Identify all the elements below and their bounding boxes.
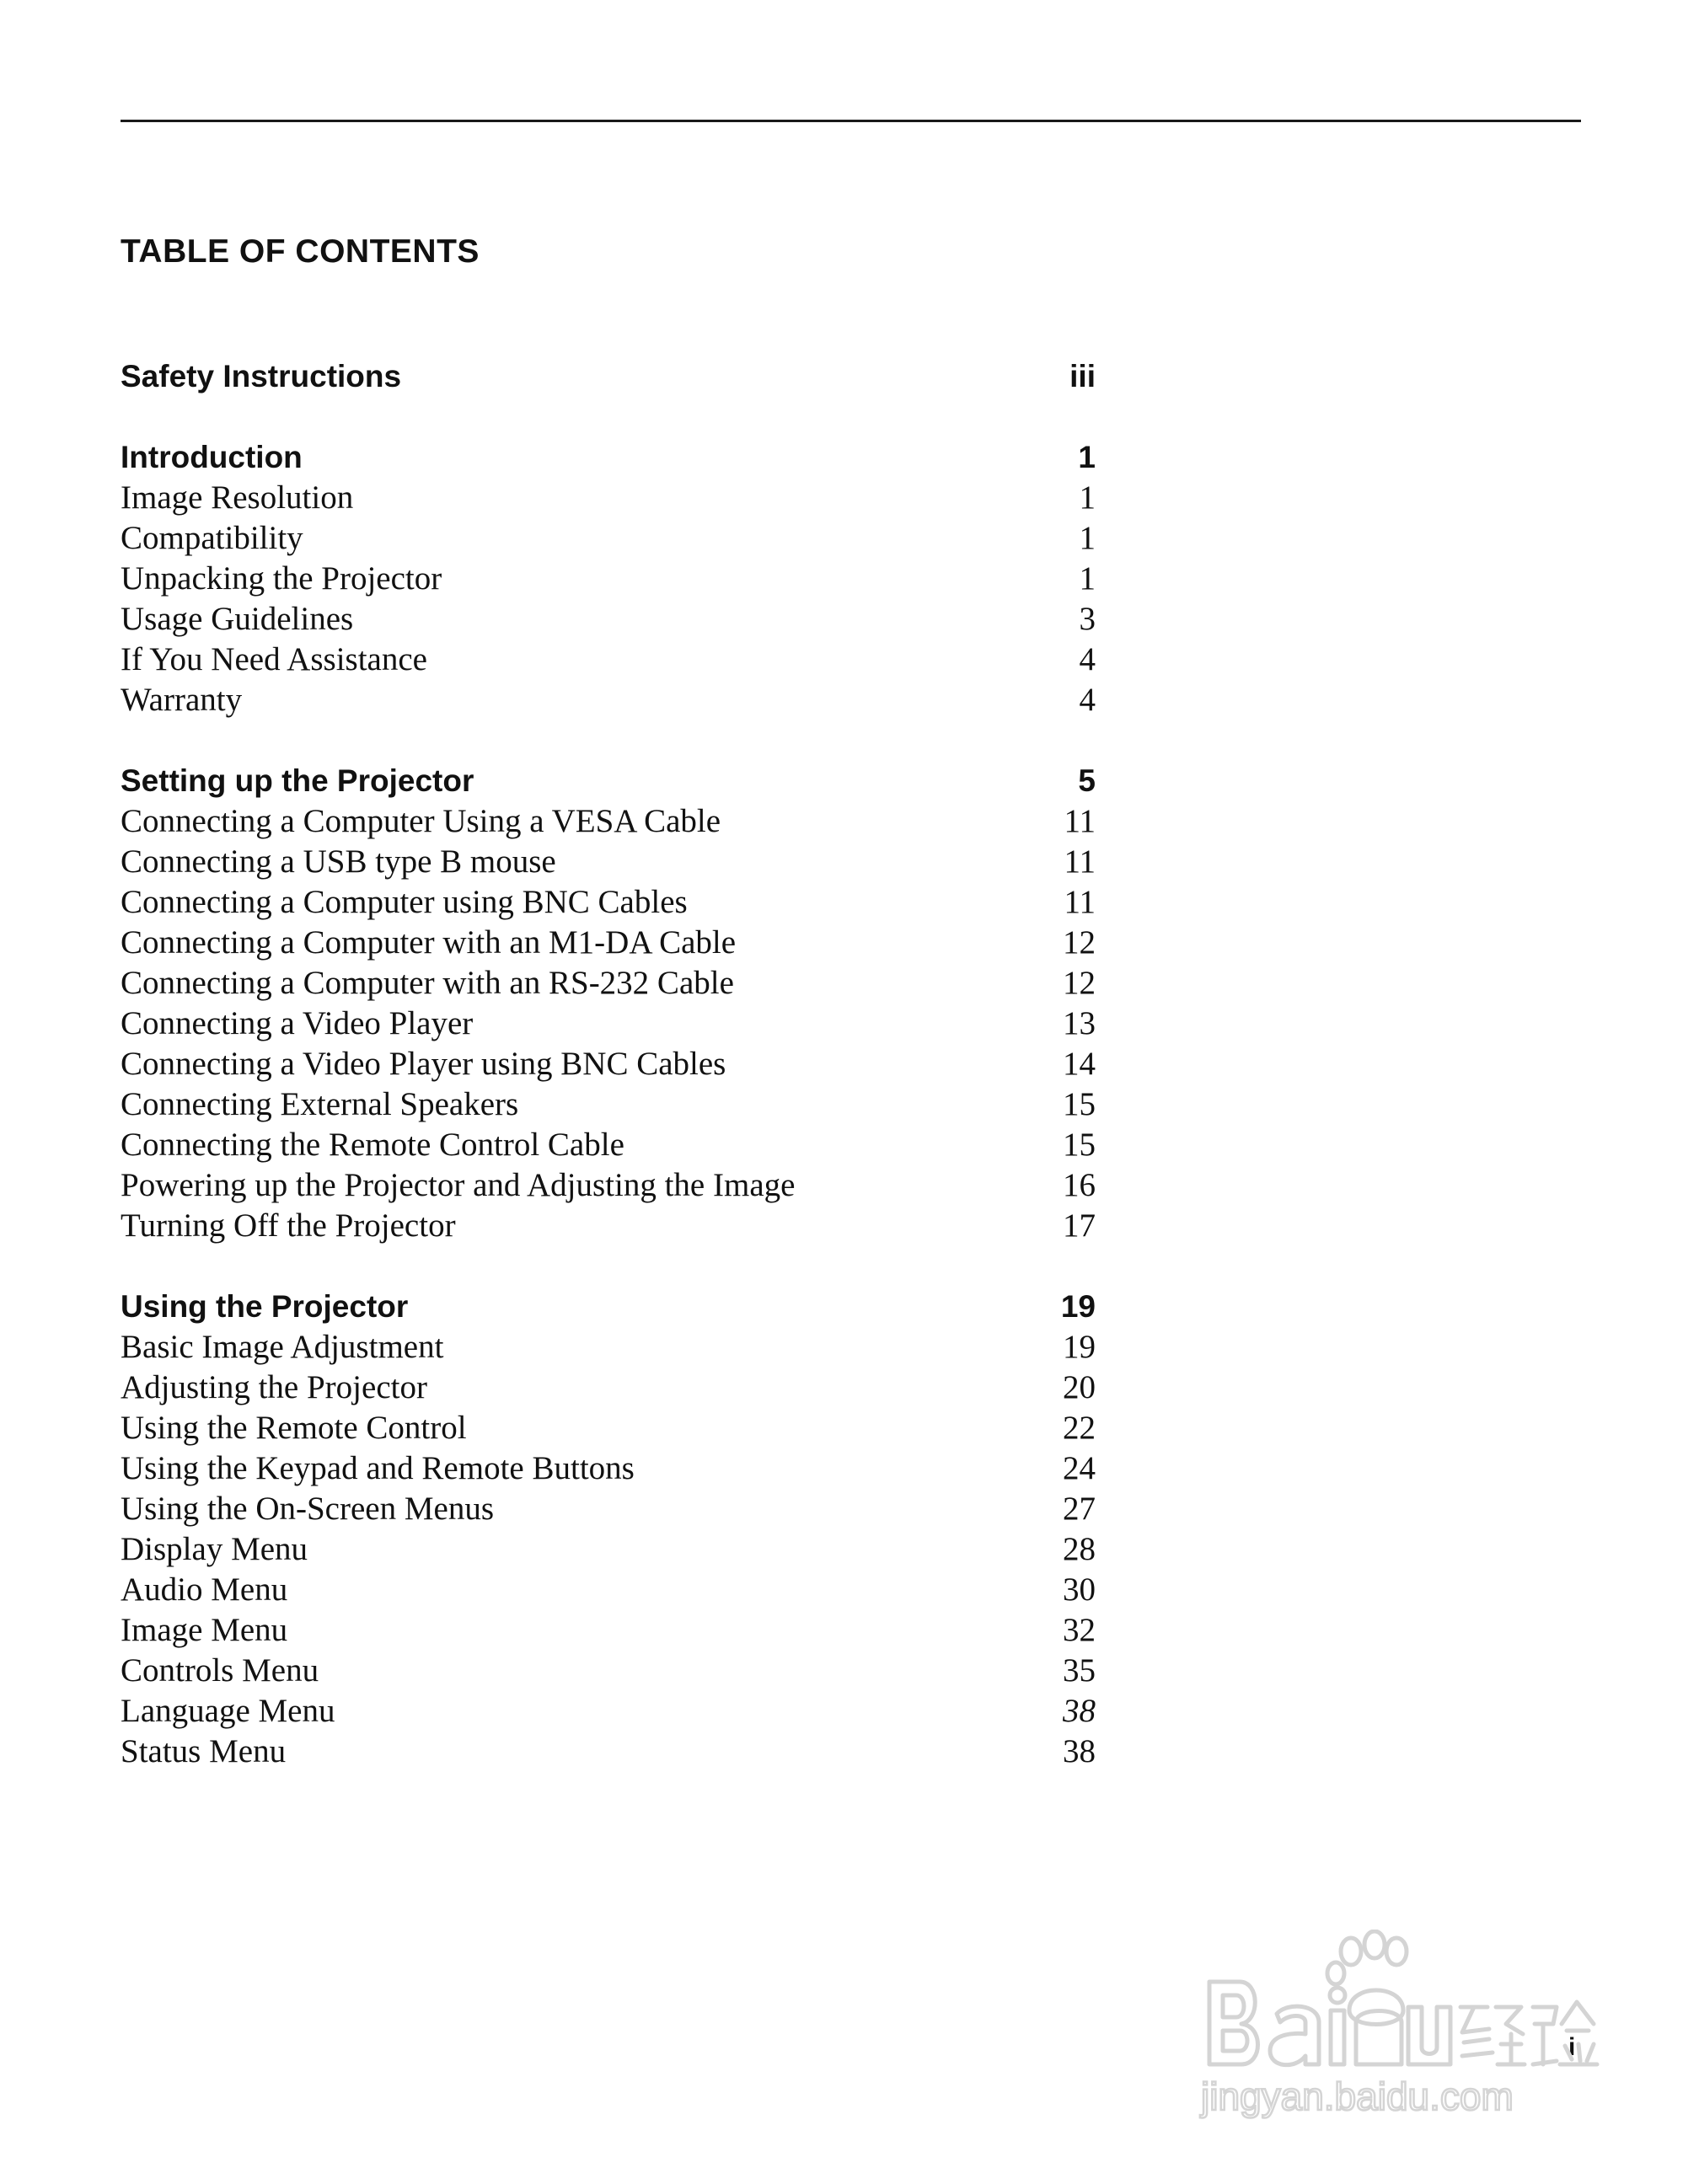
toc-entry [121, 1529, 1096, 1570]
toc-entry [121, 1732, 1096, 1772]
toc-entry-page: 16 [1063, 1167, 1096, 1203]
toc-entry-page: 4 [1079, 682, 1096, 718]
toc-section-title-row [121, 1287, 1096, 1327]
toc-entry-label: Basic Image Adjustment [121, 1329, 444, 1365]
toc-entry-page: 20 [1063, 1369, 1096, 1405]
toc-entry [121, 1448, 1096, 1489]
toc-entry-label: Image Menu [121, 1612, 288, 1648]
toc-section-title-row [121, 761, 1096, 801]
toc-section-title: Setting up the Projector [121, 763, 474, 798]
toc-entry [121, 640, 1096, 680]
toc-section-page: 5 [1078, 763, 1096, 798]
toc-entry [121, 518, 1096, 559]
toc-section [121, 437, 1096, 720]
toc-entry-label: Language Menu [121, 1693, 335, 1729]
toc-entry [121, 559, 1096, 599]
toc-entry-label: Connecting a Computer using BNC Cables [121, 884, 688, 920]
toc-section [121, 761, 1096, 1246]
toc-entry-page: 3 [1079, 601, 1096, 637]
toc-entry [121, 1570, 1096, 1610]
toc-entry-label: Using the On-Screen Menus [121, 1491, 494, 1527]
toc-entry [121, 1084, 1096, 1125]
toc-entry-label: Connecting a Computer Using a VESA Cable [121, 803, 721, 839]
toc-section-title: Safety Instructions [121, 359, 402, 393]
toc-entry-page: 32 [1063, 1612, 1096, 1648]
header-rule [121, 120, 1581, 122]
toc-entry [121, 842, 1096, 882]
toc-entry-label: Using the Keypad and Remote Buttons [121, 1450, 635, 1486]
toc-entry-label: Turning Off the Projector [121, 1207, 456, 1244]
toc-section-title-row [121, 437, 1096, 478]
toc-entry [121, 1125, 1096, 1165]
toc-section [121, 1287, 1096, 1772]
toc-entry [121, 923, 1096, 963]
toc-entry [121, 1044, 1096, 1084]
toc-entry [121, 963, 1096, 1004]
toc-entry-page: 24 [1063, 1450, 1096, 1486]
toc-section-title-row [121, 356, 1096, 397]
toc-entry-label: Unpacking the Projector [121, 560, 442, 597]
toc-section-title: Introduction [121, 440, 303, 474]
toc-entry [121, 1206, 1096, 1246]
baidu-jingyan-watermark [1176, 1930, 1614, 2123]
toc-entry-page: 35 [1063, 1652, 1096, 1689]
toc-section-page: 19 [1060, 1289, 1096, 1324]
toc-entry-label: Adjusting the Projector [121, 1369, 427, 1405]
toc-entry-page: 13 [1063, 1005, 1096, 1041]
toc-entry-label: Connecting a Computer with an M1-DA Cable [121, 924, 737, 961]
page-number: i [1568, 2033, 1576, 2061]
toc-entry-label: Image Resolution [121, 479, 354, 516]
toc-entry [121, 1408, 1096, 1448]
toc-entry-page: 11 [1064, 803, 1096, 839]
toc-entry-label: Connecting the Remote Control Cable [121, 1127, 624, 1163]
toc-entry [121, 1610, 1096, 1651]
toc-entry-page: 38 [1063, 1733, 1096, 1769]
toc-entry-label: If You Need Assistance [121, 641, 427, 677]
toc-entry-label: Powering up the Projector and Adjusting the Image [121, 1167, 796, 1203]
toc-entry-page: 38 [1063, 1693, 1096, 1729]
toc-entry [121, 1165, 1096, 1206]
toc-entry-page: 11 [1064, 884, 1096, 920]
toc-entry [121, 1368, 1096, 1408]
toc-entry [121, 1004, 1096, 1044]
toc-entry-page: 14 [1063, 1046, 1096, 1082]
toc-entry-page: 28 [1063, 1531, 1096, 1567]
toc-entry-page: 15 [1063, 1086, 1096, 1122]
toc-section [121, 356, 1096, 397]
toc-entry-page: 11 [1064, 843, 1096, 880]
toc-entry-label: Warranty [121, 682, 243, 718]
toc-entry-page: 15 [1063, 1127, 1096, 1163]
toc-section-page: iii [1069, 359, 1096, 393]
toc-entry-page: 17 [1063, 1207, 1096, 1244]
toc-entry-page: 1 [1079, 520, 1096, 556]
toc-entry-page: 12 [1063, 924, 1096, 961]
toc-entry [121, 599, 1096, 640]
toc-entry-page: 4 [1079, 641, 1096, 677]
toc-entry [121, 801, 1096, 842]
toc-entry-label: Status Menu [121, 1733, 287, 1769]
toc-entry-page: 1 [1079, 479, 1096, 516]
toc-entry-label: Connecting a Video Player [121, 1005, 474, 1041]
toc-entry-page: 19 [1063, 1329, 1096, 1365]
toc-entry-label: Connecting a Video Player using BNC Cables [121, 1046, 726, 1082]
toc-entry-label: Display Menu [121, 1531, 308, 1567]
toc-entry [121, 1327, 1096, 1368]
toc-entry-label: Connecting a Computer with an RS-232 Cable [121, 965, 734, 1001]
toc-entry-label: Using the Remote Control [121, 1410, 467, 1446]
toc-entry [121, 882, 1096, 923]
toc-entry-label: Audio Menu [121, 1571, 288, 1608]
toc-entry-label: Compatibility [121, 520, 303, 556]
toc-entry-label: Usage Guidelines [121, 601, 354, 637]
toc-entry [121, 1691, 1096, 1732]
table-of-contents [121, 356, 1096, 1812]
toc-entry-page: 30 [1063, 1571, 1096, 1608]
toc-entry-label: Controls Menu [121, 1652, 319, 1689]
toc-entry-page: 1 [1079, 560, 1096, 597]
toc-entry-page: 22 [1063, 1410, 1096, 1446]
toc-entry [121, 478, 1096, 518]
toc-section-title: Using the Projector [121, 1289, 409, 1324]
toc-entry-page: 12 [1063, 965, 1096, 1001]
toc-heading: TABLE OF CONTENTS [121, 233, 480, 270]
toc-entry-label: Connecting External Speakers [121, 1086, 519, 1122]
toc-entry [121, 1489, 1096, 1529]
toc-entry [121, 1651, 1096, 1691]
svg-text:jingyan.baidu.com: jingyan.baidu.com [1201, 2074, 1514, 2118]
toc-entry-page: 27 [1063, 1491, 1096, 1527]
toc-entry-label: Connecting a USB type B mouse [121, 843, 556, 880]
toc-section-page: 1 [1078, 440, 1096, 474]
toc-entry [121, 680, 1096, 720]
